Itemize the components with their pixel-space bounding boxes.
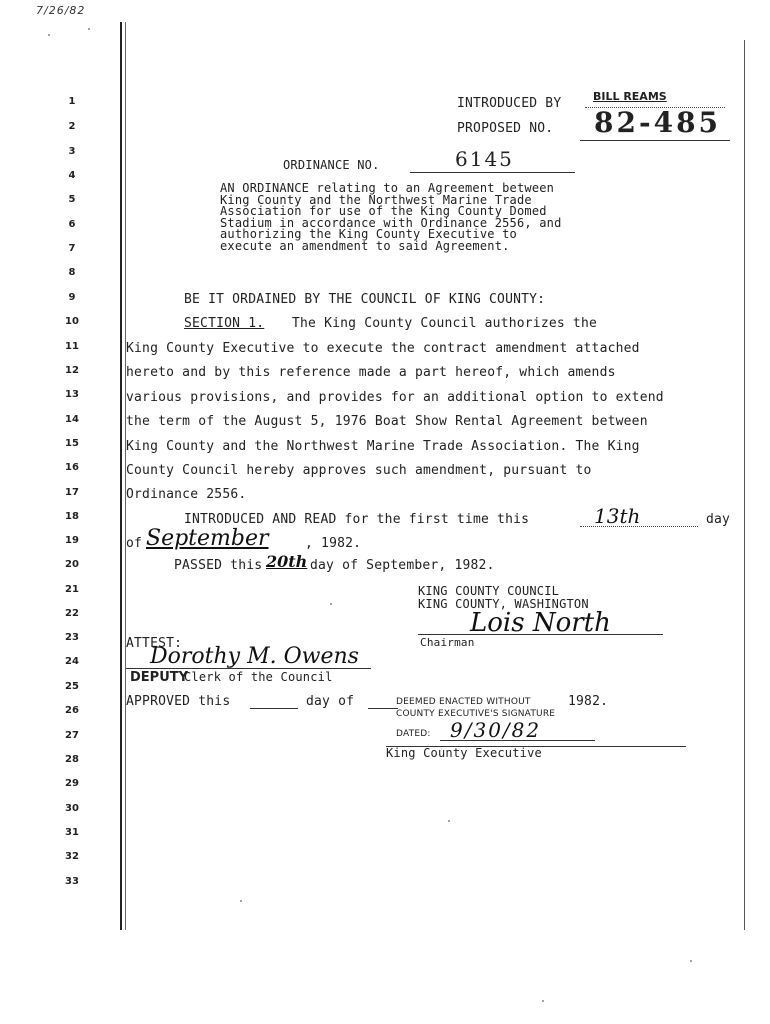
- approved-day-of: day of: [306, 694, 355, 709]
- ordinance-title-line: authorizing the King County Executive to: [220, 227, 517, 242]
- dated-underline: [440, 740, 595, 741]
- section-body-line: hereto and by this reference made a part hereof, which amends: [126, 365, 616, 381]
- line-number: 19: [65, 535, 79, 546]
- chairman-label: Chairman: [420, 636, 475, 649]
- section-first-line: The King County Council authorizes the: [292, 316, 598, 331]
- ordinance-title-line: AN ORDINANCE relating to an Agreement between: [220, 181, 555, 195]
- section-body-line: the term of the August 5, 1976 Boat Show Rental Agreement between: [126, 414, 648, 430]
- approval-year: 1982.: [568, 694, 609, 709]
- corner-date-mark: 7/26/82: [36, 4, 86, 17]
- ordinance-title-line: King County and the Northwest Marine Trade: [220, 192, 532, 207]
- proposed-no-value: 82-485: [594, 106, 722, 139]
- deemed-enacted-stamp-line-1: DEEMED ENACTED WITHOUT: [396, 697, 531, 707]
- introduced-by-label: INTRODUCED BY: [457, 96, 562, 111]
- left-margin-rule: [120, 22, 122, 930]
- line-number: 12: [65, 365, 79, 376]
- passed-day-value: 20th: [266, 552, 308, 571]
- line-number: 30: [65, 803, 79, 814]
- line-number: 1: [68, 96, 76, 107]
- line-number: 28: [65, 754, 79, 765]
- proposed-no-label: PROPOSED NO.: [457, 121, 554, 136]
- passed-text: PASSED this: [174, 558, 263, 573]
- approved-day-blank: [250, 708, 298, 709]
- line-number: 6: [68, 219, 76, 230]
- ordinance-title-line: Stadium in accordance with Ordinance 2556, and: [220, 215, 562, 230]
- ordinance-number-underline: [410, 172, 575, 173]
- ordinance-no-label: ORDINANCE NO.: [283, 158, 380, 172]
- county-executive-label: King County Executive: [386, 746, 542, 760]
- line-number: 26: [65, 705, 79, 716]
- line-number: 27: [65, 730, 79, 741]
- section-label: SECTION 1.: [184, 316, 265, 331]
- chairman-signature-line: [418, 634, 663, 635]
- scan-speck: [88, 28, 90, 30]
- clerk-signature: Dorothy M. Owens: [150, 644, 359, 669]
- line-number: 23: [65, 632, 79, 643]
- attest-label: ATTEST:: [126, 636, 183, 651]
- approved-month-blank: [368, 708, 398, 709]
- line-number: 22: [65, 608, 79, 619]
- introduced-day-underline: [580, 526, 698, 527]
- line-number: 29: [65, 778, 79, 789]
- line-number: 17: [65, 487, 79, 498]
- dated-value: 9/30/82: [450, 718, 542, 742]
- line-number: 20: [65, 559, 79, 570]
- month-value: September: [146, 526, 269, 551]
- scan-speck: [330, 603, 332, 605]
- line-number: 31: [65, 827, 79, 838]
- line-number: 25: [65, 681, 79, 692]
- line-number: 14: [65, 414, 79, 425]
- ordinance-title-line: execute an amendment to said Agreement.: [220, 239, 510, 253]
- section-body-line: King County and the Northwest Marine Trade Association. The King: [126, 438, 640, 454]
- deemed-enacted-stamp-line-2: COUNTY EXECUTIVE'S SIGNATURE: [396, 709, 556, 719]
- scan-speck: [448, 820, 450, 822]
- line-number: 16: [65, 462, 79, 473]
- line-number: 8: [68, 267, 76, 278]
- line-number: 33: [65, 876, 79, 887]
- right-margin-rule: [744, 40, 745, 930]
- line-number: 15: [65, 438, 79, 449]
- scan-speck: [542, 1000, 544, 1002]
- line-number: 13: [65, 389, 79, 400]
- council-line-2: KING COUNTY, WASHINGTON: [418, 597, 589, 611]
- clerk-signature-line: [126, 668, 371, 669]
- ordinance-title-line: Association for use of the King County Domed: [220, 204, 547, 219]
- of-word: of: [126, 536, 143, 551]
- line-number: 32: [65, 851, 79, 862]
- passed-rest: day of September, 1982.: [310, 558, 495, 573]
- line-number: 3: [68, 146, 76, 157]
- scan-speck: [240, 900, 242, 902]
- introduced-day-value: 13th: [594, 504, 641, 528]
- section-body-line: County Council hereby approves such amendment, pursuant to: [126, 463, 592, 478]
- year-text: , 1982.: [305, 536, 362, 551]
- introduced-by-value: BILL REAMS: [593, 90, 667, 103]
- deputy-stamp: DEPUTY: [130, 670, 189, 685]
- line-number: 7: [68, 243, 76, 254]
- line-number: 10: [65, 316, 79, 327]
- line-number: 21: [65, 584, 79, 595]
- line-number: 11: [65, 341, 79, 352]
- line-number: 9: [68, 292, 76, 303]
- line-number: 2: [68, 121, 76, 132]
- section-body-line: Ordinance 2556.: [126, 487, 247, 503]
- section-body-line: King County Executive to execute the contract amendment attached: [126, 341, 640, 356]
- day-word: day: [706, 512, 731, 527]
- introduced-read-text: INTRODUCED AND READ for the first time this: [184, 512, 530, 527]
- line-number: 18: [65, 511, 79, 522]
- line-number: 5: [68, 194, 76, 205]
- enacting-clause: BE IT ORDAINED BY THE COUNCIL OF KING COUNTY:: [184, 292, 546, 307]
- line-number: 24: [65, 656, 79, 667]
- approved-text: APPROVED this: [126, 694, 231, 709]
- dated-label: DATED:: [396, 729, 431, 739]
- section-body-line: various provisions, and provides for an additional option to extend: [126, 389, 664, 405]
- line-number: 4: [68, 170, 76, 181]
- clerk-of-council: Clerk of the Council: [184, 670, 333, 684]
- scan-speck: [690, 960, 692, 962]
- chairman-signature: Lois North: [470, 608, 611, 638]
- ordinance-number: 6145: [455, 147, 514, 171]
- scan-speck: [48, 34, 50, 36]
- proposed-no-underline: [580, 140, 730, 141]
- council-line-1: KING COUNTY COUNCIL: [418, 584, 560, 598]
